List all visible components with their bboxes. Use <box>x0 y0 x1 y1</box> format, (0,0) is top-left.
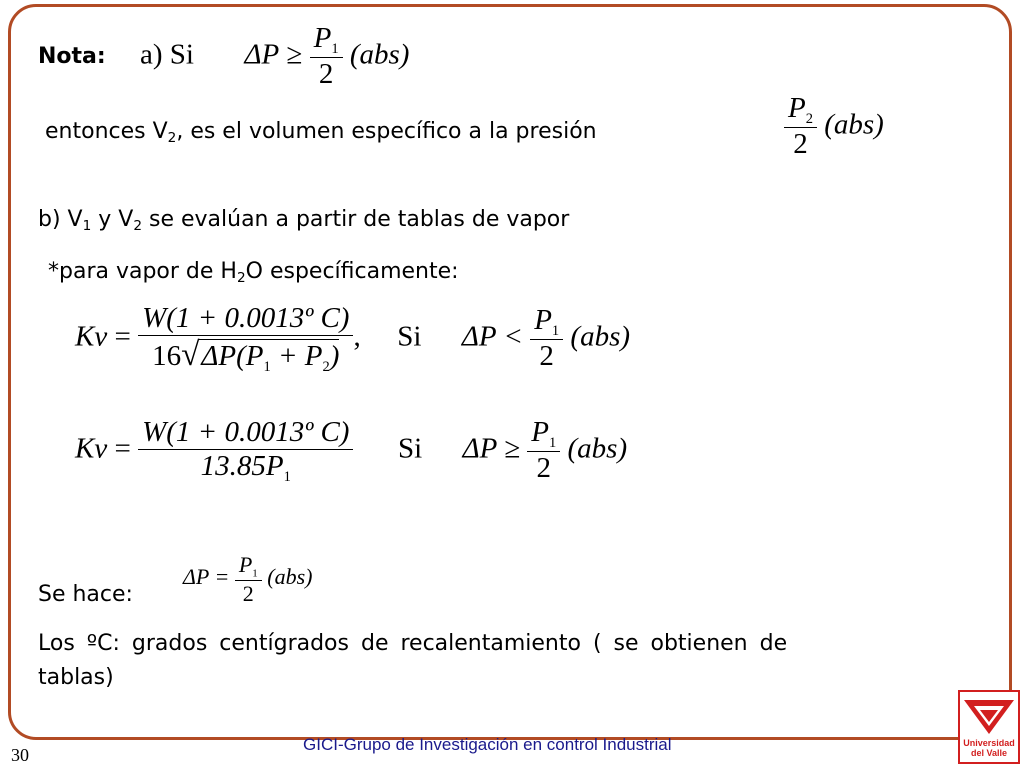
footer-text: GICI-Grupo de Investigación en control Industrial <box>303 735 672 754</box>
logo-text-2: del Valle <box>970 748 1008 758</box>
page-number: 30 <box>11 745 29 765</box>
line-b: b) $V_1$ y $V_2$ se evalúan a partir de tablas de vapor <box>38 207 570 234</box>
logo-text-1: Universidad <box>963 738 1015 748</box>
note-condition: a) Si ΔP ≥ $\frac{P1}{2}$ (abs) <box>140 22 410 91</box>
university-logo <box>958 690 1020 764</box>
pressure-fraction: $\frac{P2}{2}$ (abs) <box>784 92 884 162</box>
logo-mark-icon <box>960 694 1018 738</box>
footnote-line-1: Los ºC: grados centígrados de recalentamiento ( se obtienen de <box>38 631 788 656</box>
note-label: Nota: <box>38 44 106 69</box>
kv-equation-2: Kv = $\frac{\text{W(1 + 0.0013º C)}}{13.85P1}$ Si ΔP ≥ $\frac{P1}{2}$ (abs) <box>75 416 628 486</box>
se-hace-equation: ΔP = $\frac{P_1}{2}$ (abs) <box>183 552 313 607</box>
se-hace-label: Se hace: <box>38 582 133 607</box>
kv-equation-1: Kv = $\frac{\text{W(1 + 0.0013º C)}}{16√\Delta P(P1 + P2)}$ , Si ΔP < $\frac{P1}{2}$ (abs) <box>75 302 631 376</box>
footnote-line-2: tablas) <box>38 665 114 690</box>
line-entonces: entonces $V_2$, es el volumen específico a la presión <box>45 119 597 146</box>
line-vapor-h2o: *para vapor de $H_2O$ específicamente: <box>48 259 459 286</box>
